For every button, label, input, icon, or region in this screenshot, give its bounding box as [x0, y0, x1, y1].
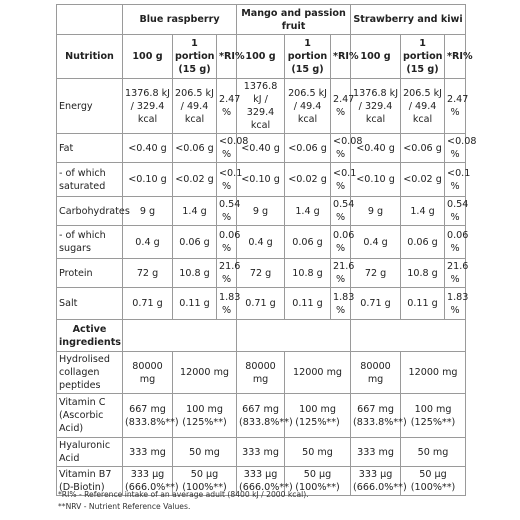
value-ri: 1.83 %	[217, 288, 237, 320]
value-portion: 10.8 g	[173, 259, 217, 288]
ingredient-row	[57, 352, 466, 394]
blank-cell	[123, 320, 237, 352]
nutrient-name: Carbohydrates	[57, 197, 123, 226]
value-portion: 0.11 g	[285, 288, 331, 320]
value-portion: <0.02 g	[401, 163, 445, 197]
value-100g: 9 g	[351, 197, 401, 226]
portion-header: 1 portion (15 g)	[401, 35, 445, 79]
value-100g: 1376.8 kJ / 329.4 kcal	[237, 79, 285, 134]
ingredient-value-100g: 667 mg (833.8%**)	[237, 394, 285, 438]
value-ri: 1.83 %	[331, 288, 351, 320]
value-portion: 0.11 g	[401, 288, 445, 320]
nutrient-row	[57, 288, 466, 320]
value-ri: <0.1 %	[331, 163, 351, 197]
value-100g: 72 g	[237, 259, 285, 288]
value-ri: <0.08 %	[331, 134, 351, 163]
nutrient-name: Salt	[57, 288, 123, 320]
nutrient-row	[57, 134, 466, 163]
value-portion: 10.8 g	[401, 259, 445, 288]
value-ri: 2.47 %	[217, 79, 237, 134]
value-portion: <0.06 g	[401, 134, 445, 163]
value-100g: <0.10 g	[123, 163, 173, 197]
nutrient-name: Fat	[57, 134, 123, 163]
ingredient-value-portion: 100 mg (125%**)	[285, 394, 351, 438]
value-portion: <0.02 g	[285, 163, 331, 197]
value-portion: <0.06 g	[285, 134, 331, 163]
ingredient-value-portion: 100 mg (125%**)	[173, 394, 237, 438]
active-ingredients-header-row	[57, 320, 466, 352]
portion-header: 1 portion (15 g)	[285, 35, 331, 79]
ingredient-value-100g: 333 mg	[123, 438, 173, 467]
ingredient-name: Vitamin C (Ascorbic Acid)	[57, 394, 123, 438]
value-portion: <0.06 g	[173, 134, 217, 163]
nutrition-table	[56, 4, 477, 496]
nutrient-row	[57, 163, 466, 197]
value-ri: 2.47 %	[331, 79, 351, 134]
nutrient-name: - of which saturated	[57, 163, 123, 197]
nutrition-table-container	[56, 4, 477, 496]
value-100g: 0.4 g	[123, 226, 173, 259]
value-100g: 1376.8 kJ / 329.4 kcal	[351, 79, 401, 134]
ingredient-value-portion: 50 mg	[285, 438, 351, 467]
value-portion: 0.06 g	[173, 226, 217, 259]
nutrient-row	[57, 79, 466, 134]
value-portion: 0.11 g	[173, 288, 217, 320]
ingredient-value-100g: 333 mg	[237, 438, 285, 467]
value-100g: 0.71 g	[351, 288, 401, 320]
product-name: Blue raspberry	[123, 5, 237, 35]
value-portion: 0.06 g	[285, 226, 331, 259]
ingredient-name: Hyaluronic Acid	[57, 438, 123, 467]
value-ri: <0.08 %	[445, 134, 466, 163]
value-ri: 0.54 %	[445, 197, 466, 226]
ingredient-value-100g: 333 μg (666.0%**)	[237, 467, 285, 496]
value-100g: <0.40 g	[123, 134, 173, 163]
ingredient-row	[57, 438, 466, 467]
value-100g: <0.10 g	[237, 163, 285, 197]
value-100g: 0.4 g	[237, 226, 285, 259]
ingredient-name: Hydrolised collagen peptides	[57, 352, 123, 394]
blank-cell	[237, 320, 351, 352]
ingredient-value-portion: 12000 mg	[285, 352, 351, 394]
footnote-ri: *RI% - Reference intake of an average adult (8400 kJ / 2000 kcal).	[58, 490, 309, 499]
nutrition-header: Nutrition	[57, 35, 123, 79]
value-100g: 9 g	[237, 197, 285, 226]
ingredient-value-100g: 667 mg (833.8%**)	[351, 394, 401, 438]
product-name: Mango and passion fruit	[237, 5, 351, 35]
blank-cell	[351, 320, 466, 352]
nutrient-name: - of which sugars	[57, 226, 123, 259]
per-100g-header: 100 g	[123, 35, 173, 79]
nutrient-row	[57, 226, 466, 259]
value-ri: <0.08 %	[217, 134, 237, 163]
value-portion: 1.4 g	[285, 197, 331, 226]
value-ri: 0.06 %	[331, 226, 351, 259]
ingredient-value-portion: 50 μg (100%**)	[285, 467, 351, 496]
value-100g: 0.4 g	[351, 226, 401, 259]
value-ri: 0.54 %	[217, 197, 237, 226]
ingredient-value-portion: 100 mg (125%**)	[401, 394, 466, 438]
ri-header: *RI%	[217, 35, 237, 79]
value-100g: <0.40 g	[351, 134, 401, 163]
ri-header: *RI%	[445, 35, 466, 79]
value-ri: 0.54 %	[331, 197, 351, 226]
ingredient-value-100g: 80000 mg	[123, 352, 173, 394]
ingredient-row	[57, 394, 466, 438]
header-spacer	[57, 5, 123, 35]
nutrient-name: Energy	[57, 79, 123, 134]
value-ri: 1.83 %	[445, 288, 466, 320]
value-portion: 206.5 kJ / 49.4 kcal	[173, 79, 217, 134]
active-ingredients-header: Active ingredients	[57, 320, 123, 352]
nutrient-name: Protein	[57, 259, 123, 288]
value-100g: 72 g	[123, 259, 173, 288]
ingredient-value-100g: 333 mg	[351, 438, 401, 467]
value-ri: 21.6 %	[331, 259, 351, 288]
ingredient-value-portion: 50 mg	[173, 438, 237, 467]
ri-header: *RI%	[331, 35, 351, 79]
ingredient-value-portion: 50 μg (100%**)	[173, 467, 237, 496]
value-100g: <0.40 g	[237, 134, 285, 163]
footnote-nrv: **NRV - Nutrient Reference Values.	[58, 502, 191, 511]
product-header-row	[57, 5, 466, 35]
value-ri: 2.47 %	[445, 79, 466, 134]
column-header-row	[57, 35, 466, 79]
value-ri: 21.6 %	[445, 259, 466, 288]
value-100g: 0.71 g	[123, 288, 173, 320]
value-100g: 0.71 g	[237, 288, 285, 320]
ingredient-value-100g: 667 mg (833.8%**)	[123, 394, 173, 438]
value-ri: 21.6 %	[217, 259, 237, 288]
ingredient-value-portion: 50 mg	[401, 438, 466, 467]
footnotes	[58, 489, 309, 513]
nutrient-row	[57, 259, 466, 288]
value-ri: <0.1 %	[445, 163, 466, 197]
value-ri: 0.06 %	[217, 226, 237, 259]
value-portion: 1.4 g	[173, 197, 217, 226]
value-100g: 9 g	[123, 197, 173, 226]
ingredient-value-100g: 333 μg (666.0%**)	[123, 467, 173, 496]
value-portion: 206.5 kJ / 49.4 kcal	[285, 79, 331, 134]
ingredient-value-portion: 50 μg (100%**)	[401, 467, 466, 496]
value-100g: 1376.8 kJ / 329.4 kcal	[123, 79, 173, 134]
portion-header: 1 portion (15 g)	[173, 35, 217, 79]
value-portion: 10.8 g	[285, 259, 331, 288]
ingredient-value-100g: 80000 mg	[351, 352, 401, 394]
ingredient-value-100g: 333 μg (666.0%**)	[351, 467, 401, 496]
value-100g: <0.10 g	[351, 163, 401, 197]
value-portion: 0.06 g	[401, 226, 445, 259]
value-ri: <0.1 %	[217, 163, 237, 197]
value-100g: 72 g	[351, 259, 401, 288]
ingredient-value-portion: 12000 mg	[173, 352, 237, 394]
ingredient-value-100g: 80000 mg	[237, 352, 285, 394]
per-100g-header: 100 g	[237, 35, 285, 79]
value-portion: 206.5 kJ / 49.4 kcal	[401, 79, 445, 134]
value-ri: 0.06 %	[445, 226, 466, 259]
nutrient-row	[57, 197, 466, 226]
ingredient-name: Vitamin B7 (D-Biotin)	[57, 467, 123, 496]
product-name: Strawberry and kiwi	[351, 5, 466, 35]
value-portion: <0.02 g	[173, 163, 217, 197]
per-100g-header: 100 g	[351, 35, 401, 79]
value-portion: 1.4 g	[401, 197, 445, 226]
ingredient-value-portion: 12000 mg	[401, 352, 466, 394]
